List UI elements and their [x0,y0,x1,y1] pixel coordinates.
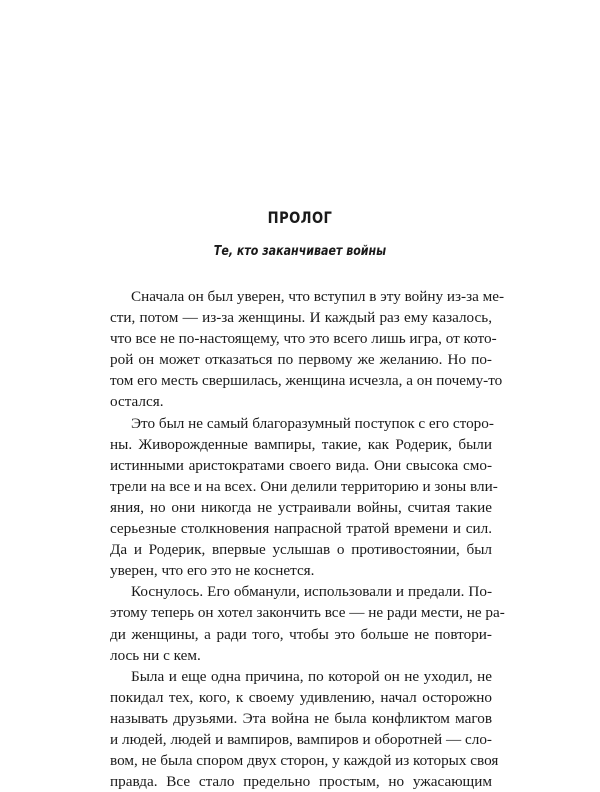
text-line: рой он может отказаться по первому же желанию. Но по- [110,351,492,369]
text-line: правда. Все стало предельно простым, но ужасающим [110,773,492,791]
chapter-subtitle: Те, кто заканчивает войны [213,244,387,259]
text-line: Да и Родерик, впервые услышав о противостоянии, был [110,541,492,559]
text-line: ди женщины, а ради того, чтобы это больше не повтори- [110,625,492,643]
text-line: Была и еще одна причина, по которой он не уходил, не [131,667,492,685]
text-line: трели на все и на всех. Они делили территорию и зоны вли- [110,477,498,495]
text-line: вом, не была спором двух сторон, у каждой из которых своя [110,752,499,770]
text-line: уверен, что его это не коснется. [110,562,315,580]
text-line: и людей, людей и вампиров, вампиров и оборотней — сло- [110,730,492,748]
text-line: лось ни с кем. [110,646,201,664]
text-line: яния, но они никогда не устраивали войны, считая такие [110,498,492,516]
text-line: этому теперь он хотел закончить все — не ради мести, не ра- [110,604,505,622]
text-line: истинными аристократами своего вида. Они свысока смо- [110,456,492,474]
body-text [110,286,505,792]
text-line: сти, потом — из-за женщины. И каждый раз ему казалось, [110,309,492,327]
text-line: Это был не самый благоразумный поступок с его сторо- [131,414,494,432]
text-line: Сначала он был уверен, что вступил в эту войну из-за ме- [131,288,505,305]
text-line: покидал тех, кого, к своему удивлению, начал осторожно [110,688,492,706]
text-line: Коснулось. Его обманули, использовали и предали. По- [131,583,492,601]
text-line: остался. [110,393,164,411]
chapter-title: ПРОЛОГ [267,208,333,227]
text-line: что все не по-настоящему, что это всего лишь игра, от кото- [110,330,497,348]
text-line: называть друзьями. Эта война не была конфликтом магов [110,709,492,727]
text-line: ны. Живорожденные вампиры, такие, как Родерик, были [110,435,492,453]
text-line: том его месть свершилась, женщина исчезла, а он почему-то [110,372,503,390]
text-line: серьезные столкновения напрасной тратой времени и сил. [110,520,492,538]
